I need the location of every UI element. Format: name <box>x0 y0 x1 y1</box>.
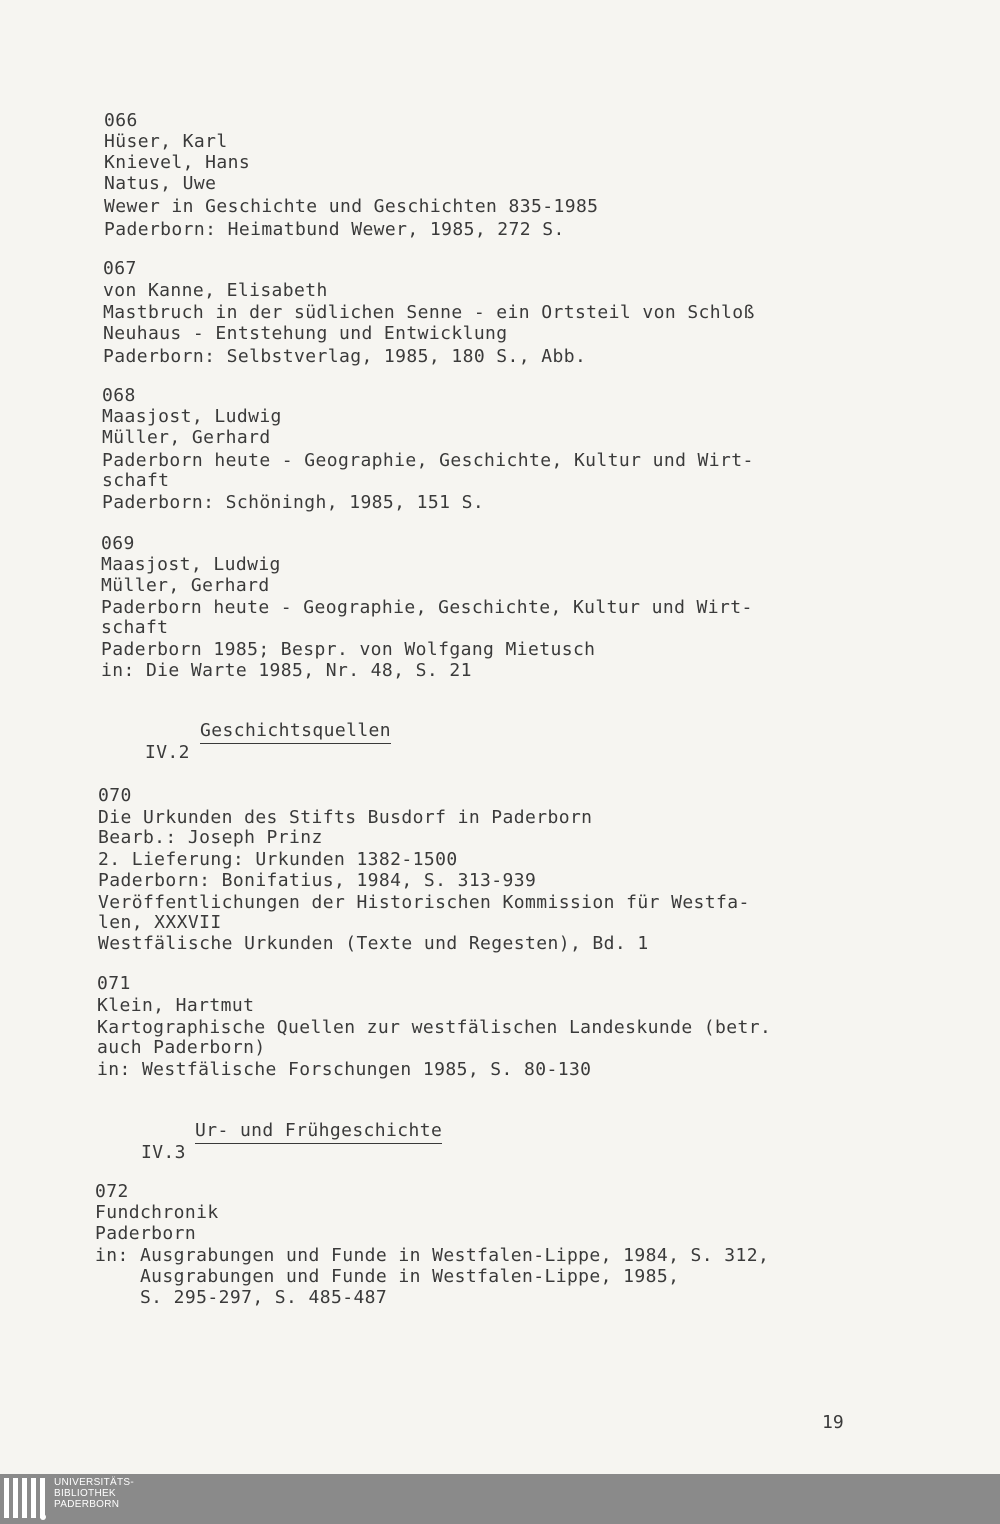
entry-line: auch Paderborn) <box>97 1037 266 1058</box>
section-number: IV.3 <box>140 1142 186 1163</box>
entry-line: Paderborn heute - Geographie, Geschichte, Kultur und Wirt- <box>102 450 754 471</box>
entry-line: Müller, Gerhard <box>102 427 271 448</box>
entry-line: Paderborn heute - Geographie, Geschichte, Kultur und Wirt- <box>101 597 753 618</box>
entry-line: Ausgrabungen und Funde in Westfalen-Lippe, 1985, <box>95 1266 680 1287</box>
entry-line: 2. Lieferung: Urkunden 1382-1500 <box>98 849 458 870</box>
entry-line: Bearb.: Joseph Prinz <box>98 827 323 848</box>
entry-line: Westfälische Urkunden (Texte und Regesten), Bd. 1 <box>98 933 649 954</box>
logo-dot-icon <box>40 1514 46 1520</box>
section-title: Ur- und Frühgeschichte <box>195 1120 442 1144</box>
library-name-line: PADERBORN <box>54 1499 120 1510</box>
entry-number: 069 <box>101 533 135 554</box>
entry-line: schaft <box>101 617 169 638</box>
entry-line: von Kanne, Elisabeth <box>103 280 328 301</box>
entry-number: 070 <box>98 785 132 806</box>
entry-line: Fundchronik <box>95 1202 219 1223</box>
library-name-line: BIBLIOTHEK <box>54 1488 116 1499</box>
entry-line: Natus, Uwe <box>104 173 217 194</box>
entry-number: 066 <box>104 110 138 131</box>
entry-line: Paderborn: Schöningh, 1985, 151 S. <box>102 492 485 513</box>
section-title: Geschichtsquellen <box>200 720 391 744</box>
library-name <box>54 1477 134 1510</box>
section-number: IV.2 <box>144 742 190 763</box>
entry-number: 071 <box>97 973 131 994</box>
entry-line: S. 295-297, S. 485-487 <box>95 1287 388 1308</box>
page-number: 19 <box>822 1412 844 1433</box>
entry-line: schaft <box>102 470 170 491</box>
entry-line: Veröffentlichungen der Historischen Kommission für Westfa- <box>98 892 750 913</box>
library-logo-icon <box>4 1478 45 1518</box>
entry-line: Neuhaus - Entstehung und Entwicklung <box>103 323 508 344</box>
entry-line: Müller, Gerhard <box>101 575 270 596</box>
entry-line: Paderborn: Selbstverlag, 1985, 180 S., Abb. <box>103 346 587 367</box>
entry-line: Paderborn 1985; Bespr. von Wolfgang Mietusch <box>101 639 596 660</box>
entry-number: 072 <box>95 1181 129 1202</box>
entry-line: Maasjost, Ludwig <box>101 554 281 575</box>
entry-line: in: Westfälische Forschungen 1985, S. 80-130 <box>97 1059 592 1080</box>
entry-number: 068 <box>102 385 136 406</box>
entry-line: Maasjost, Ludwig <box>102 406 282 427</box>
entry-line: len, XXXVII <box>98 912 222 933</box>
entry-number: 067 <box>103 258 137 279</box>
entry-line: Mastbruch in der südlichen Senne - ein Ortsteil von Schloß <box>103 302 755 323</box>
entry-line: Wewer in Geschichte und Geschichten 835-1985 <box>104 196 599 217</box>
entry-line: Kartographische Quellen zur westfälischen Landeskunde (betr. <box>97 1017 772 1038</box>
entry-line: Knievel, Hans <box>104 152 251 173</box>
entry-line: Hüser, Karl <box>104 131 228 152</box>
library-footer <box>0 1474 1000 1524</box>
library-name-line: UNIVERSITÄTS- <box>54 1477 135 1488</box>
entry-line: Klein, Hartmut <box>97 995 255 1016</box>
entry-line: Paderborn: Heimatbund Wewer, 1985, 272 S. <box>104 219 565 240</box>
entry-line: in: Die Warte 1985, Nr. 48, S. 21 <box>101 660 472 681</box>
entry-line: Paderborn <box>95 1223 197 1244</box>
entry-line: Die Urkunden des Stifts Busdorf in Paderborn <box>98 807 593 828</box>
entry-line: Paderborn: Bonifatius, 1984, S. 313-939 <box>98 870 537 891</box>
entry-line: in: Ausgrabungen und Funde in Westfalen-Lippe, 1984, S. 312, <box>95 1245 770 1266</box>
